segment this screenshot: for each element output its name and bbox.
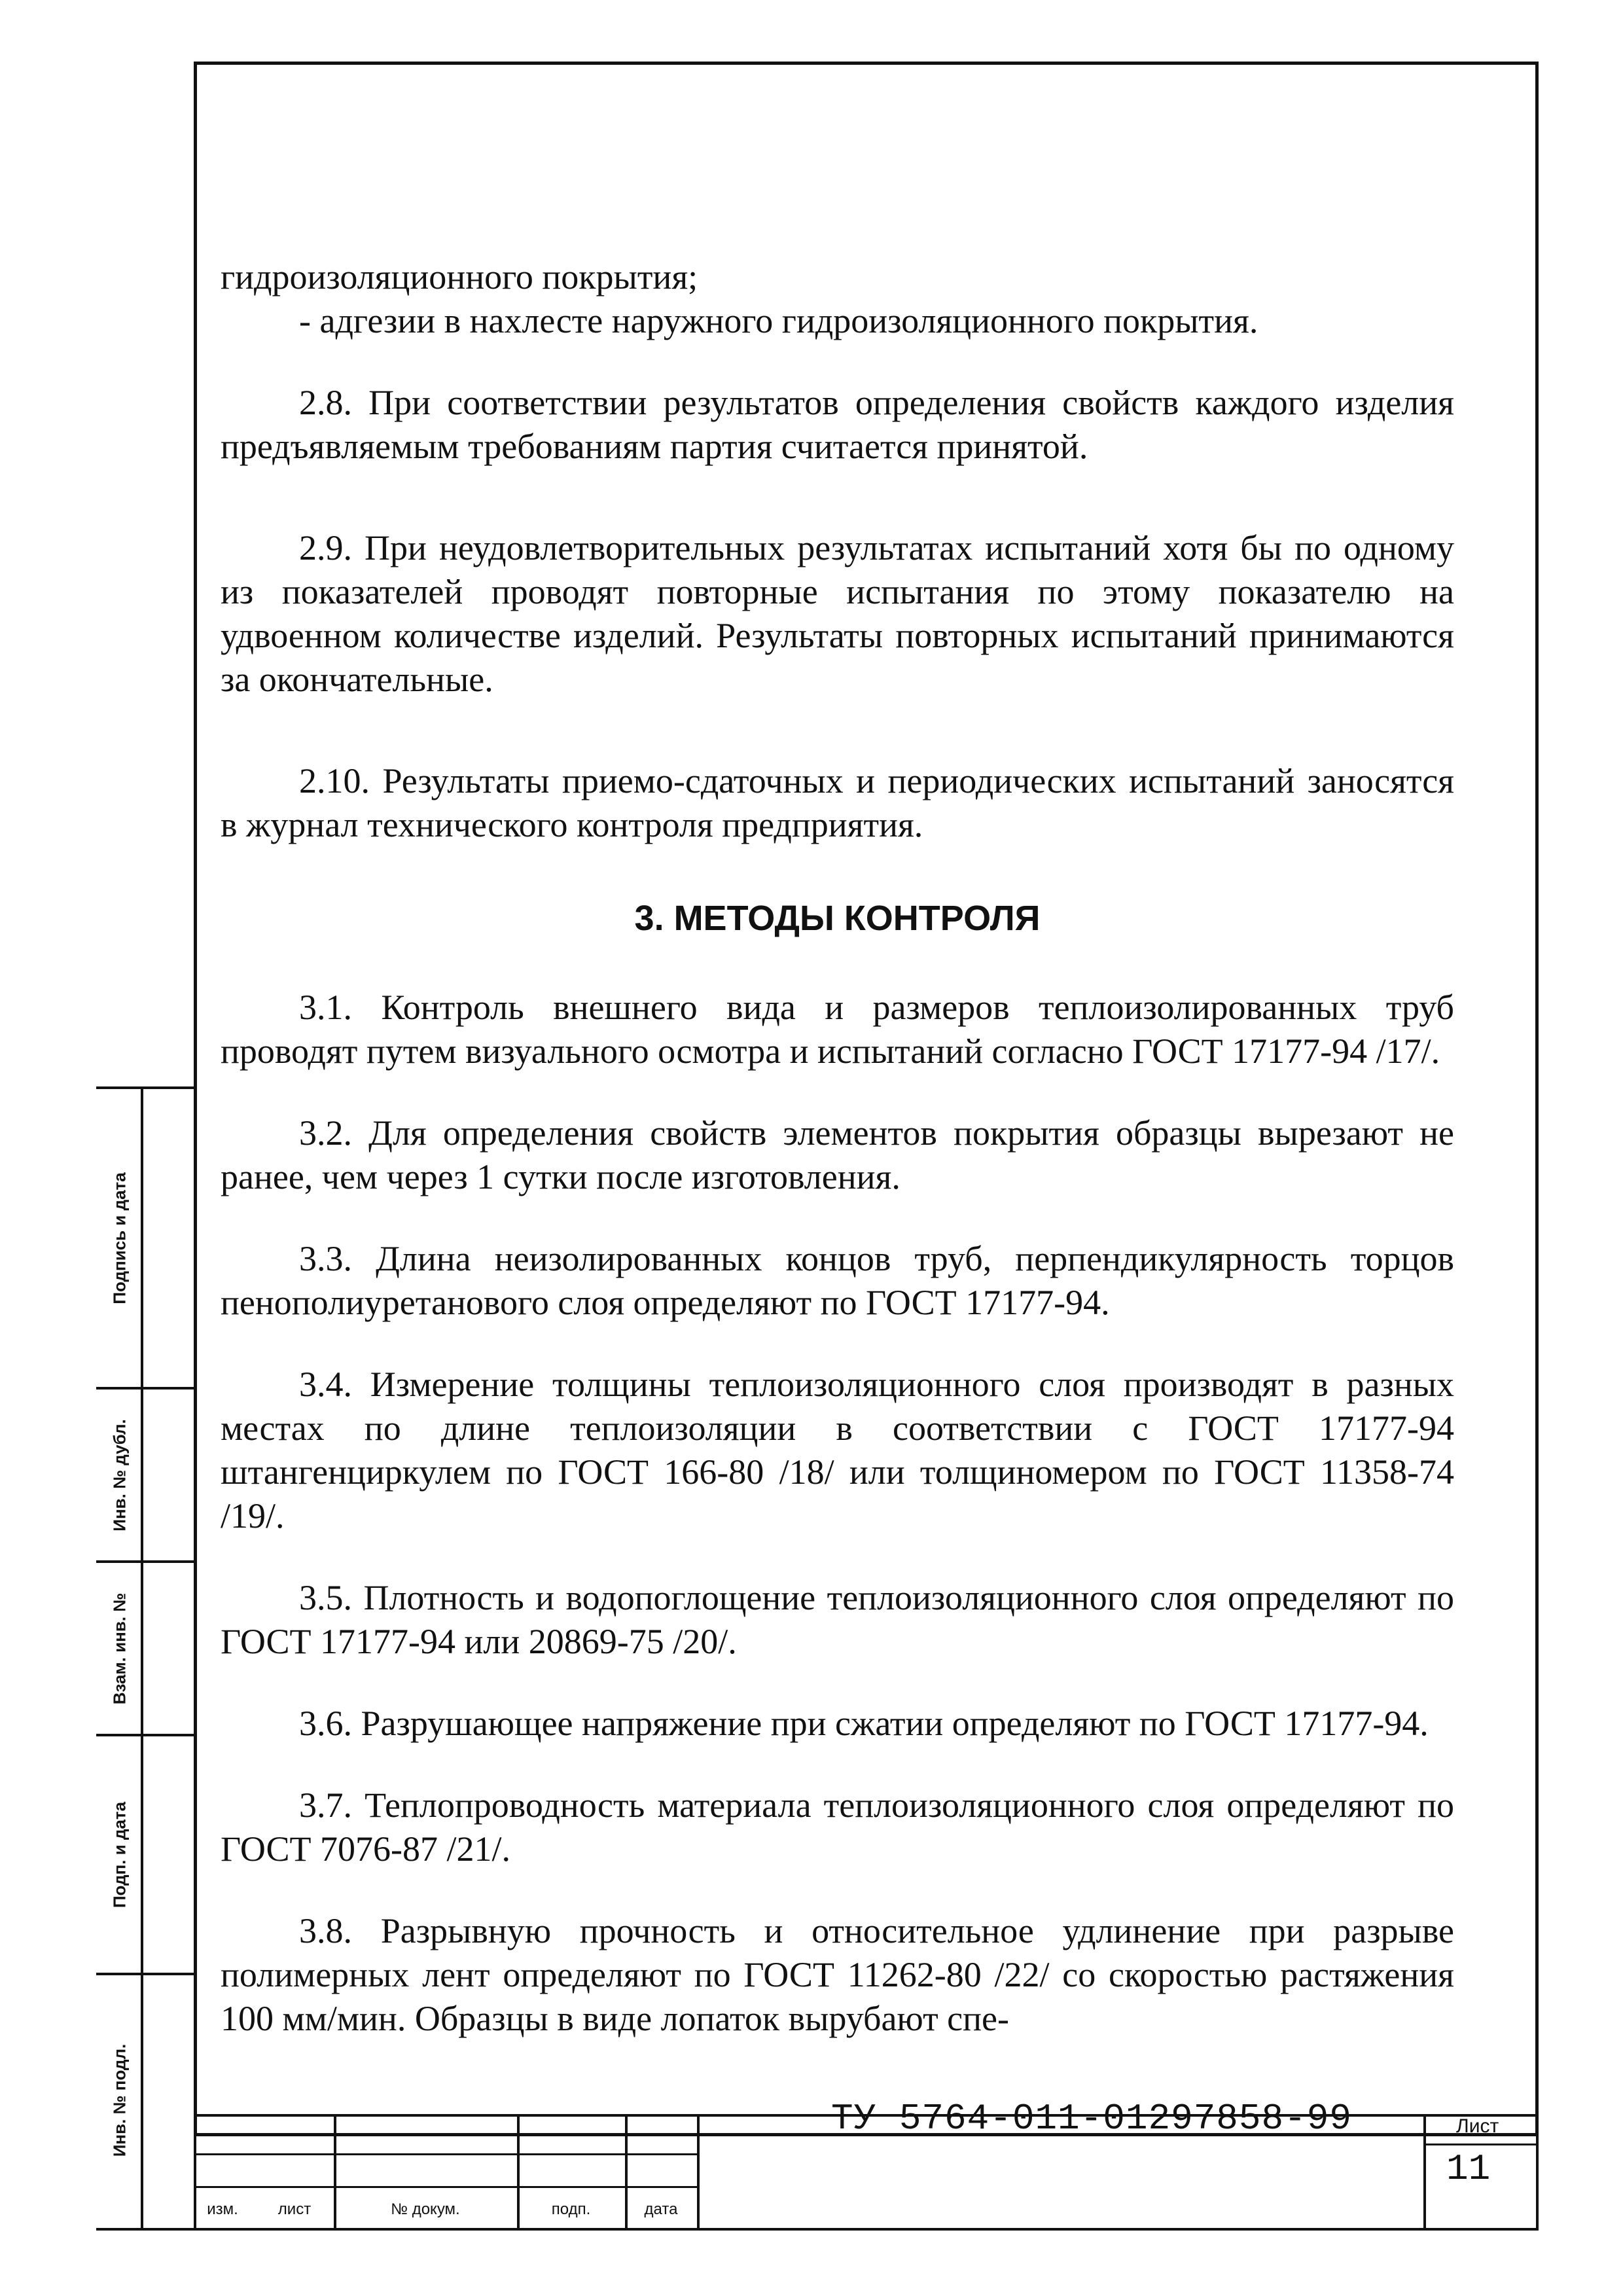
sheet-label: Лист (1456, 2115, 1499, 2137)
paragraph: 3.5. Плотность и водопоглощение теплоизоляционного слоя определяют по ГОСТ 17177-94 или 20869-75 /20/. (221, 1578, 1454, 1661)
strip-divider (96, 1560, 194, 1563)
strip-label-replace-inv: Взам. инв. № (109, 1592, 130, 1705)
strip-divider (96, 1387, 194, 1390)
paragraph: 3.4. Измерение толщины теплоизоляционного слоя производят в разных местах по длине теплоизоляции в соответствии с ГОСТ 17177-94 штангенциркулем по ГОСТ 166-80 /18/ или толщиномером по ГОСТ 11358-74 /19/. (221, 1365, 1454, 1535)
col-doc-number: № докум. (391, 2200, 460, 2218)
strip-label-inv-orig: Инв. № подл. (109, 2043, 130, 2157)
paragraph: 3.2. Для определения свойств элементов покрытия образцы вырезают не ранее, чем через 1 сутки после изготовления. (221, 1113, 1454, 1196)
sheet-number: 11 (1446, 2148, 1491, 2190)
col-sheet: лист (277, 2200, 312, 2218)
paragraph: 3.3. Длина неизолированных концов труб, перпендикулярность торцов пенополиуретанового слоя определяют по ГОСТ 17177-94. (221, 1239, 1454, 1322)
body-text (221, 255, 1454, 2041)
tb-row-line (1423, 2144, 1539, 2145)
tb-divider (1423, 2114, 1426, 2231)
paragraph: 3.8. Разрывную прочность и относительное удлинение при разрыве полимерных лент определяют по ГОСТ 11262-80 /22/ со скоростью растяжения 100 мм/мин. Образцы в виде лопаток вырубают спе- (221, 1911, 1454, 2038)
paragraph: гидроизоляционного покрытия; (221, 257, 698, 296)
document-code: ТУ 5764-011-01297858-99 (831, 2098, 1352, 2140)
paragraph: 3.6. Разрушающее напряжение при сжатии определяют по ГОСТ 17177-94. (299, 1704, 1429, 1743)
col-change: изм. (207, 2200, 238, 2218)
paragraph: 2.8. При соответствии результатов определения свойств каждого изделия предъявляемым требованиям партия считается принятой. (221, 383, 1454, 466)
tb-divider (697, 2114, 700, 2231)
col-date: дата (644, 2200, 678, 2218)
tb-divider (517, 2114, 520, 2231)
strip-divider (96, 1973, 194, 1975)
paragraph: 2.9. При неудовлетворительных результатах испытаний хотя бы по одному из показателей проводят повторные испытания по этому показателю на удвоенном количестве изделий. Результаты повторных испытаний принимаются за окончательные. (221, 528, 1454, 699)
margin-strip (96, 1086, 194, 2231)
strip-label-sign-date: Подп. и дата (109, 1801, 130, 1909)
tb-row-line (194, 2186, 698, 2188)
section-heading: 3. МЕТОДЫ КОНТРОЛЯ (634, 899, 1041, 938)
strip-label-signature-date: Подпись и дата (109, 1172, 130, 1304)
paragraph: 2.10. Результаты приемо-сдаточных и периодических испытаний заносятся в журнал технического контроля предприятия. (221, 761, 1454, 844)
col-signature: подп. (551, 2200, 591, 2218)
strip-label-inv-dup: Инв. № дубл. (109, 1419, 130, 1532)
paragraph: 3.1. Контроль внешнего вида и размеров теплоизолированных труб проводят путем визуального осмотра и испытаний согласно ГОСТ 17177-94 /17/. (221, 988, 1454, 1071)
tb-divider (625, 2114, 628, 2231)
tb-divider (334, 2114, 336, 2231)
paragraph: 3.7. Теплопроводность материала теплоизоляционного слоя определяют по ГОСТ 7076-87 /21/. (221, 1785, 1454, 1869)
paragraph: - адгезии в нахлесте наружного гидроизоляционного покрытия. (299, 301, 1258, 340)
tb-row-line (194, 2153, 698, 2155)
strip-divider (96, 1734, 194, 1736)
